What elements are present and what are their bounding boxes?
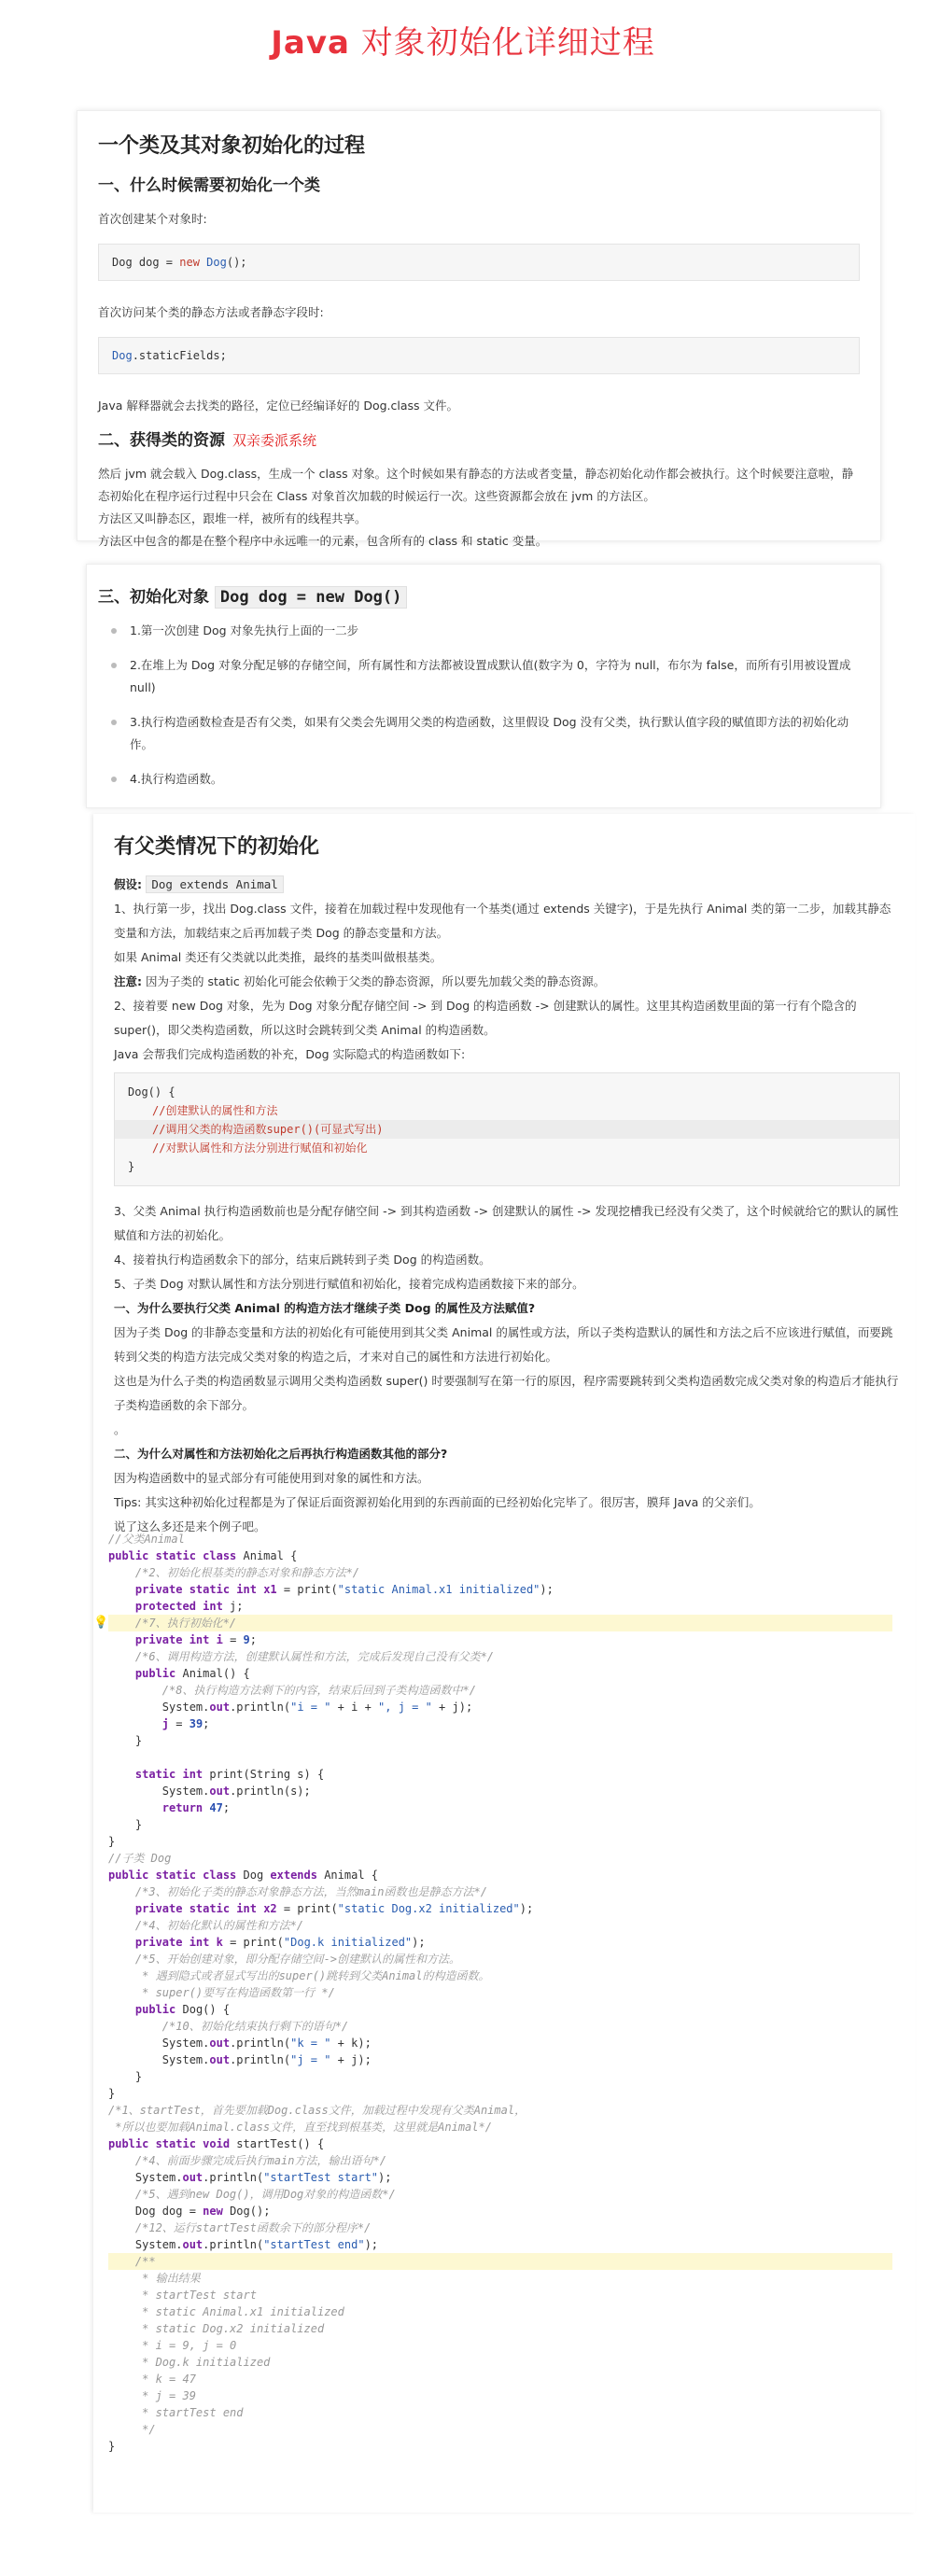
code-token: /*10、初始化结束执行剩下的语句*/: [161, 2020, 349, 2033]
code-token: [108, 1633, 135, 1646]
code-token: public: [134, 1667, 176, 1680]
list-item: 4.执行构造函数。: [130, 768, 860, 791]
code-token: * 输出结果: [142, 2272, 201, 2285]
code-line: [108, 1967, 892, 1984]
question-2: 二、为什么对属性和方法初始化之后再执行构造函数其他的部分?: [114, 1447, 448, 1461]
code-token: x1: [263, 1583, 277, 1596]
code-token: }: [108, 2087, 116, 2100]
code-token: [108, 1684, 162, 1697]
code-token: private int: [134, 1936, 210, 1949]
code-block-new-dog: Dog dog = new Dog();: [98, 244, 860, 281]
code-token: [108, 2322, 142, 2335]
code-line: [108, 1665, 892, 1682]
source-code-listing: [93, 1531, 892, 2455]
code-token: */: [142, 2423, 156, 2436]
code-token: "static Animal.x1 initialized": [337, 1583, 540, 1596]
code-token: /*7、执行初始化*/: [134, 1617, 237, 1630]
code-token: 47: [209, 1801, 223, 1814]
code-token: ;: [249, 1633, 258, 1646]
code-token: protected int: [134, 1600, 223, 1613]
code-line: [108, 2320, 892, 2337]
code-line: [108, 2270, 892, 2287]
code-token: + k);: [330, 2037, 372, 2050]
paragraph-first-static: 首次访问某个类的静态方法或者静态字段时:: [98, 305, 324, 319]
code-token: [108, 2389, 142, 2402]
code-token: );: [412, 1936, 426, 1949]
code-token: "k = ": [290, 2037, 331, 2050]
code-token: print(String s) {: [203, 1768, 325, 1781]
code-token: * i = 9, j = 0: [142, 2339, 237, 2352]
code-line: [108, 2186, 892, 2203]
code-line: [108, 2152, 892, 2169]
paragraph-step-5: 5、子类 Dog 对默认属性和方法分别进行赋值和初始化，接着完成构造函数接下来的部分。: [114, 1277, 584, 1291]
code-line: [108, 2337, 892, 2354]
code-token: * 遇到隐式或者显式写出的super()跳转到父类Animal的构造函数。: [142, 1969, 490, 1982]
code-line: [108, 2303, 892, 2320]
paragraph-resource-3: 方法区中包含的都是在整个程序中永远唯一的元素，包含所有的 class 和 static 变量。: [98, 534, 548, 548]
code-token: [108, 2020, 162, 2033]
title-chinese: 对象初始化详细过程: [349, 24, 655, 62]
code-token: [108, 2188, 135, 2201]
section-object-init: [86, 564, 881, 808]
title-java: Java: [271, 24, 350, 62]
code-token: out: [209, 2037, 231, 2050]
steps-list: [98, 620, 860, 791]
code-line: [108, 1900, 892, 1917]
code-token: [108, 2289, 142, 2302]
code-token: /*4、前面步骤完成后执行main方法，输出语句*/: [134, 2154, 386, 2167]
code-line: [108, 1715, 892, 1732]
code-line: [108, 1934, 892, 1951]
red-note: 双亲委派系统: [232, 432, 317, 449]
code-token: + j);: [330, 2053, 372, 2066]
section-heading: 有父类情况下的初始化: [114, 835, 320, 859]
code-token: [108, 2221, 135, 2234]
code-line: [108, 2253, 892, 2270]
code-line: [108, 2051, 892, 2068]
code-token: System.: [108, 1701, 210, 1714]
code-token: [108, 2406, 142, 2419]
question-1: 一、为什么要执行父类 Animal 的构造方法才继续子类 Dog 的属性及方法赋值?: [114, 1301, 536, 1315]
code-token: *所以也要加载Animal.class文件，直至找到根基类，这里就是Animal*/: [115, 2121, 492, 2134]
code-token: //父类Animal: [108, 1533, 185, 1546]
code-token: [108, 1986, 142, 1999]
code-token: k: [216, 1936, 223, 1949]
paragraph-step-2: 2、接着要 new Dog 对象，先为 Dog 对象分配存储空间 -> 到 Dog 的构造函数 -> 创建默认的属性。这里其构造函数里面的第一行有个隐含的 super()，即父类构造函数，所以这时会跳转到父类 Animal 的构造函数。: [114, 999, 857, 1037]
code-line: [108, 2404, 892, 2421]
code-token: Dog();: [222, 2205, 271, 2218]
code-token: /*8、执行构造方法剩下的内容，结束后回到子类构造函数中*/: [161, 1684, 476, 1697]
code-line: [108, 2354, 892, 2371]
code-token: );: [540, 1583, 554, 1596]
code-line: [108, 2236, 892, 2253]
code-token: .println(: [230, 2037, 291, 2050]
code-block-constructor: Dog() { //创建默认的属性和方法 //调用父类的构造函数super()(可显式写出) //对默认属性和方法分别进行赋值和初始化 }: [114, 1072, 900, 1186]
code-token: = print(: [222, 1936, 284, 1949]
code-line: [108, 1833, 892, 1850]
paragraph-step-3: 3、父类 Animal 执行构造函数前也是分配存储空间 -> 到其构造函数 -> 创建默认的属性 -> 发现挖槽我已经没有父类了，这个时候就给它的默认的属性赋值和方法的初始化。: [114, 1204, 899, 1242]
code-line: [108, 2119, 892, 2135]
note: 注意: 因为子类的 static 初始化可能会依赖于父类的静态资源，所以要先加载父类的静态资源。: [114, 974, 606, 988]
code-block-static: Dog.staticFields;: [98, 337, 860, 374]
code-token: /**: [134, 2255, 156, 2268]
code-token: "startTest start": [263, 2171, 379, 2184]
code-token: private static int: [134, 1902, 257, 1915]
stray-dot: 。: [114, 1422, 126, 1436]
code-token: Dog() {: [175, 2003, 231, 2016]
code-line: [108, 2421, 892, 2438]
code-token: x2: [263, 1902, 277, 1915]
subheading-when: 一、什么时候需要初始化一个类: [98, 176, 320, 195]
code-line: [108, 1799, 892, 1816]
code-token: startTest() {: [230, 2137, 325, 2150]
code-token: [108, 1650, 135, 1663]
code-line: [108, 2219, 892, 2236]
code-line: [108, 1883, 892, 1900]
code-token: [108, 1902, 135, 1915]
code-token: [108, 1969, 142, 1982]
code-token: System.: [108, 1785, 210, 1798]
code-line: [108, 2068, 892, 2085]
code-token: j: [161, 1717, 170, 1730]
answer-2: 因为构造函数中的显式部分有可能使用到对象的属性和方法。: [114, 1471, 429, 1485]
code-token: /*3、初始化子类的静态对象静态方法，当然main函数也是静态方法*/: [134, 1885, 487, 1898]
code-token: /*4、初始化默认的属性和方法*/: [134, 1919, 304, 1932]
code-token: );: [364, 2238, 379, 2251]
code-token: System.: [108, 2238, 183, 2251]
code-token: .println(: [203, 2238, 264, 2251]
code-token: = print(: [276, 1583, 338, 1596]
answer-1: 因为子类 Dog 的非静态变量和方法的初始化有可能使用到其父类 Animal 的属性或方法，所以子类构造默认的属性和方法之后不应该进行赋值，而要跳转到父类的构造方法完成父类对象的构造之后，才来对自己的属性和方法进行初始化。: [114, 1325, 893, 1364]
list-item: 3.执行构造函数检查是否有父类，如果有父类会先调用父类的构造函数，这里假设 Dog 没有父类，执行默认值字段的赋值即方法的初始化动作。: [130, 711, 860, 756]
code-token: .println(: [230, 1701, 291, 1714]
paragraph-first-create: 首次创建某个对象时:: [98, 212, 207, 226]
code-token: [209, 1633, 216, 1646]
code-token: =: [169, 1717, 189, 1730]
code-token: static int: [134, 1768, 203, 1781]
code-line: [108, 1631, 892, 1648]
code-token: Dog dog =: [108, 2205, 203, 2218]
code-token: "Dog.k initialized": [283, 1936, 413, 1949]
code-token: [108, 1801, 162, 1814]
code-token: * j = 39: [142, 2389, 196, 2402]
code-token: System.: [108, 2037, 210, 2050]
tips: Tips: 其实这种初始化过程都是为了保证后面资源初始化用到的东西前面的已经初始化完毕了。很厉害，膜拜 Java 的父亲们。: [114, 1495, 761, 1509]
paragraph-step-4: 4、接着执行构造函数余下的部分，结束后跳转到子类 Dog 的构造函数。: [114, 1253, 491, 1267]
code-token: * super()要写在构造函数第一行 */: [142, 1986, 335, 1999]
code-token: Animal() {: [175, 1667, 250, 1680]
code-token: public: [134, 2003, 176, 2016]
code-token: [108, 1717, 162, 1730]
paragraph-step-2b: Java 会帮我们完成构造函数的补充，Dog 实际隐式的构造函数如下:: [114, 1047, 466, 1061]
code-token: /*2、初始化根基类的静态对象和静态方法*/: [134, 1566, 360, 1579]
code-line: [108, 1564, 892, 1581]
paragraph-jvm: Java 解释器就会去找类的路径，定位已经编译好的 Dog.class 文件。: [98, 399, 459, 413]
code-line: [93, 1615, 892, 1631]
code-token: );: [378, 2171, 392, 2184]
code-token: System.: [108, 2053, 210, 2066]
code-line: [108, 1547, 892, 1564]
code-token: [108, 2423, 142, 2436]
code-line: [108, 2169, 892, 2186]
code-token: "startTest end": [263, 2238, 365, 2251]
code-token: [108, 1885, 135, 1898]
code-token: * static Dog.x2 initialized: [142, 2322, 325, 2335]
code-token: 39: [189, 1717, 203, 1730]
page-title: [0, 17, 926, 63]
code-token: [108, 1953, 135, 1966]
code-token: [108, 1919, 135, 1932]
code-token: [108, 1566, 135, 1579]
code-token: * static Animal.x1 initialized: [142, 2305, 344, 2318]
subheading-resource: 二、获得类的资源 双亲委派系统: [98, 431, 317, 450]
assumption: 假设: Dog extends Animal: [114, 873, 900, 897]
code-token: out: [182, 2171, 203, 2184]
code-line: [108, 1699, 892, 1715]
code-token: [108, 2356, 142, 2369]
code-token: extends: [270, 1869, 317, 1882]
code-token: Animal {: [316, 1869, 379, 1882]
code-line: [108, 2085, 892, 2102]
code-token: Animal {: [236, 1549, 298, 1562]
list-item: 2.在堆上为 Dog 对象分配足够的存储空间，所有属性和方法都被设置成默认值(数字为 0，字符为 null，布尔为 false，而所有引用被设置成 null): [130, 654, 860, 699]
code-token: new: [203, 2205, 223, 2218]
code-token: ;: [222, 1801, 231, 1814]
code-token: [108, 1617, 135, 1630]
code-line: [108, 1749, 892, 1766]
code-token: * k = 47: [142, 2373, 196, 2386]
code-token: * startTest start: [142, 2289, 257, 2302]
code-token: [108, 1600, 135, 1613]
code-token: "i = ": [290, 1701, 331, 1714]
code-token: private static int: [134, 1583, 257, 1596]
code-token: ", j = ": [378, 1701, 432, 1714]
code-token: }: [108, 1818, 143, 1831]
paragraph-step-1b: 如果 Animal 类还有父类就以此类推，最终的基类叫做根基类。: [114, 950, 442, 964]
code-token: /*1、startTest，首先要加载Dog.class文件，加载过程中发现有父类Animal，: [108, 2104, 526, 2117]
code-token: /*6、调用构造方法，创建默认属性和方法，完成后发现自己没有父类*/: [134, 1650, 495, 1663]
code-line: [108, 2035, 892, 2051]
section-class-init: [77, 110, 881, 548]
code-token: [108, 1583, 135, 1596]
paragraph-step-1: 1、执行第一步，找出 Dog.class 文件，接着在加载过程中发现他有一个基类(通过 extends 关键字)，于是先执行 Animal 类的第一二步，加载其静态变量和方法，加载结束之后再加载子类 Dog 的静态变量和方法。: [114, 902, 891, 940]
code-token: "j = ": [290, 2053, 331, 2066]
code-line: [108, 1816, 892, 1833]
code-token: [108, 2255, 135, 2268]
code-token: [108, 1768, 135, 1781]
code-line: [108, 2287, 892, 2303]
inline-code: Dog extends Animal: [146, 875, 283, 893]
code-line: [108, 1783, 892, 1799]
code-token: }: [108, 2440, 116, 2453]
code-line: [108, 1682, 892, 1699]
code-token: [108, 2272, 142, 2285]
code-token: public static class: [108, 1869, 237, 1882]
code-line: [108, 2387, 892, 2404]
code-token: + j);: [431, 1701, 473, 1714]
code-token: =: [222, 1633, 244, 1646]
code-token: System.: [108, 2171, 183, 2184]
code-token: out: [209, 2053, 231, 2066]
code-token: Dog: [236, 1869, 271, 1882]
code-token: /*5、开始创建对象，即分配存储空间->创建默认的属性和方法。: [134, 1953, 461, 1966]
code-line: [108, 1581, 892, 1598]
code-line: [108, 2203, 892, 2219]
subheading-object-init: 三、初始化对象 Dog dog = new Dog(): [98, 583, 860, 607]
code-token: }: [108, 2070, 143, 2083]
code-token: .println(: [203, 2171, 264, 2184]
paragraph-resource-2: 方法区又叫静态区，跟堆一样，被所有的线程共享。: [98, 511, 367, 525]
code-line: [108, 1732, 892, 1749]
code-line: [108, 1867, 892, 1883]
section-heading: 一个类及其对象初始化的过程: [98, 134, 366, 158]
code-line: [108, 1598, 892, 1615]
code-token: + i +: [330, 1701, 379, 1714]
answer-1b: 这也是为什么子类的构造函数显示调用父类构造函数 super() 时要强制写在第一行的原因，程序需要跳转到父类构造函数完成父类对象的构造后才能执行子类构造函数的余下部分。: [114, 1374, 899, 1412]
code-token: [108, 2305, 142, 2318]
code-token: [108, 2373, 142, 2386]
code-token: [108, 2339, 142, 2352]
code-token: out: [209, 1785, 231, 1798]
code-line: [108, 1648, 892, 1665]
code-line: [108, 2001, 892, 2018]
code-token: }: [108, 1835, 116, 1848]
code-line: [108, 1850, 892, 1867]
code-token: [108, 1936, 135, 1949]
code-token: private int: [134, 1633, 210, 1646]
code-line: [108, 1984, 892, 2001]
code-token: return: [161, 1801, 203, 1814]
code-token: /*12、运行startTest函数余下的部分程序*/: [134, 2221, 372, 2234]
code-token: * Dog.k initialized: [142, 2356, 271, 2369]
code-line: [108, 2371, 892, 2387]
code-token: * startTest end: [142, 2406, 244, 2419]
code-token: [108, 2003, 135, 2016]
code-token: out: [209, 1701, 231, 1714]
code-line: [108, 2438, 892, 2455]
code-line: [108, 1766, 892, 1783]
code-token: [108, 1667, 135, 1680]
code-token: out: [182, 2238, 203, 2251]
code-token: = print(: [276, 1902, 338, 1915]
code-token: //子类 Dog: [108, 1852, 172, 1865]
code-line: [108, 2135, 892, 2152]
code-token: public static class: [108, 1549, 237, 1562]
paragraph-resource-1: 然后 jvm 就会载入 Dog.class，生成一个 class 对象。这个时候如果有静态的方法或者变量，静态初始化动作都会被执行。这个时候要注意啦，静态初始化在程序运行过程中只会在 Class 对象首次加载的时候运行一次。这些资源都会放在 jvm 的方法区。: [98, 467, 854, 503]
code-token: .println(: [230, 2053, 291, 2066]
code-token: [108, 2154, 135, 2167]
code-token: /*5、遇到new Dog()，调用Dog对象的构造函数*/: [134, 2188, 396, 2201]
inline-code: Dog dog = new Dog(): [215, 586, 407, 609]
example-intro: 说了这么多还是来个例子吧。: [114, 1519, 266, 1533]
code-token: 9: [243, 1633, 250, 1646]
code-token: i: [216, 1633, 223, 1646]
code-line: [108, 1951, 892, 1967]
list-item: 1.第一次创建 Dog 对象先执行上面的一二步: [130, 620, 860, 642]
code-line: [108, 2102, 892, 2119]
code-token: ;: [203, 1717, 210, 1730]
lightbulb-icon[interactable]: 💡: [93, 1616, 109, 1630]
code-line: [108, 1531, 892, 1547]
code-token: );: [519, 1902, 534, 1915]
code-token: }: [108, 1734, 143, 1747]
code-token: "static Dog.x2 initialized": [337, 1902, 520, 1915]
code-line: [108, 2018, 892, 2035]
code-token: .println(s);: [230, 1785, 311, 1798]
code-line: [108, 1917, 892, 1934]
code-token: public static void: [108, 2137, 231, 2150]
code-token: j;: [222, 1600, 244, 1613]
code-token: [209, 1936, 216, 1949]
